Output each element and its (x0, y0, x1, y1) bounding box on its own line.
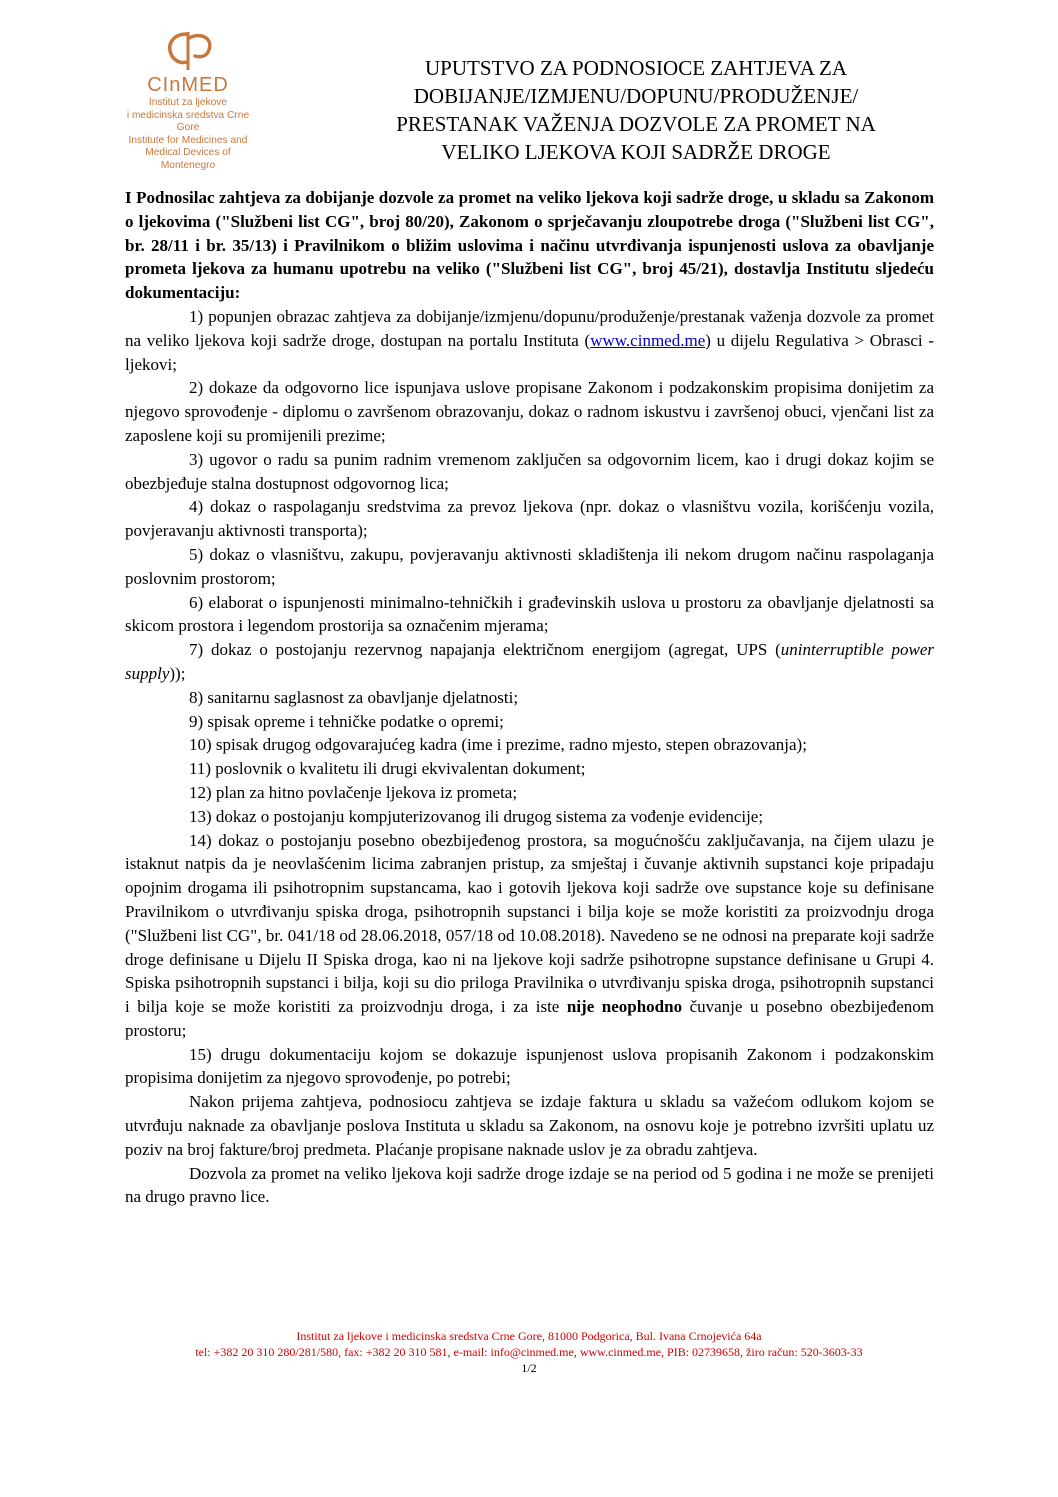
item-text: ) u dijelu Regulativa > Obrasci - ljekovi; (125, 330, 934, 374)
document-body (125, 186, 934, 1209)
list-item-11: 11) poslovnik o kvalitetu ili drugi ekvivalentan dokument; (189, 759, 586, 779)
title-line: DOBIJANJE/IZMJENU/DOPUNU/PRODUŽENJE/ (413, 84, 859, 108)
logo-subtitle-2: i medicinska sredstva Crne Gore (126, 109, 250, 133)
intro-paragraph: I Podnosilac zahtjeva za dobijanje dozvole za promet na veliko ljekova koji sadrže droge, u skladu sa Zakonom o ljekovima ("Službeni list CG", broj 80/20), Zakonom o sprječavanju zloupotrebe droga ("Službeni list CG", br. 28/11 i br. 35/13) i Pravilnikom o bližim uslovima i načinu utvrđivanja ispunjenosti uslova za obavljanje prometa ljekova za humanu upotrebu na veliko ("Službeni list CG", broj 45/21), dostavlja Institutu sljedeću dokumentaciju: (125, 188, 934, 303)
item-text: 14) dokaz o postojanju posebno obezbijeđenog prostora, sa mogućnošću zaključavanja, na čijem ulazu je istaknut natpis da je neovlašćenim licima zabranjen pristup, za smještaj i čuvanje aktivnih supstanci koje pripadaju opojnim drogama ili psihotropnim supstancama, kao i gotovih ljekova koji sadrže ove supstance koje su definisane Pravilnikom o utvrđivanju spiska droga, psihotropnih supstanci i bilja koje se može koristiti za proizvodnju droga ("Službeni list CG", br. 041/18 od 28.06.2018, 057/18 od 10.08.2018). Navedeno se ne odnosi na preparate koji sadrže droge definisane u Dijelu II Spiska droga, kao ni na ljekove koji sadrže psihotropne supstance definisane u Grupi 4. Spiska psihotropnih supstanci i bilja, koji su dio priloga Pravilnika o utvrđivanju spiska droga, psihotropnih supstanci i bilja koje se može koristiti za proizvodnju droga, i za iste (125, 830, 934, 1017)
list-item-9: 9) spisak opreme i tehničke podatke o opremi; (189, 711, 504, 731)
list-item-8: 8) sanitarnu saglasnost za obavljanje djelatnosti; (189, 687, 519, 707)
cinmed-link[interactable]: www.cinmed.me (590, 330, 706, 350)
footer-address: Institut za ljekove i medicinska sredstva Crne Gore, 81000 Podgorica, Bul. Ivana Crnojevića 64a (296, 1329, 762, 1343)
list-item-7 (125, 638, 934, 686)
list-item-6: 6) elaborat o ispunjenosti minimalno-tehničkih i građevinskih uslova u prostoru za obavljanje djelatnosti sa skicom prostora i legendom prostorija sa označenim mjerama; (125, 592, 934, 636)
list-item-12: 12) plan za hitno povlačenje ljekova iz prometa; (189, 782, 518, 802)
title-line: VELIKO LJEKOVA KOJI SADRŽE DROGE (441, 140, 831, 164)
list-item-15: 15) drugu dokumentaciju kojom se dokazuje ispunjenost uslova propisanih Zakonom i podzakonskim propisima donijetim za njegovo sprovođenje, po potrebi; (125, 1044, 934, 1088)
document-title (326, 54, 946, 166)
title-line: UPUTSTVO ZA PODNOSIOCE ZAHTJEVA ZA (425, 56, 847, 80)
list-item-14 (125, 829, 934, 1043)
item-italic-text: uninterruptible power supply (125, 640, 934, 683)
list-item-3: 3) ugovor o radu sa punim radnim vremenom zaključen sa odgovornim licem, kao i drugi dokaz kojim se obezbjeđuje stalna dostupnost odgovornog lica; (125, 449, 934, 493)
cinmed-emblem-icon (157, 28, 219, 72)
fee-paragraph: Nakon prijema zahtjeva, podnosiocu zahtjeva se izdaje faktura u skladu sa važećom odlukom kojom se utvrđuju naknade za obavljanje poslova Instituta u skladu sa Zakonom, na osnovu koje je potrebno izvršiti uplatu uz poziv na broj fakture/broj predmeta. Plaćanje propisane naknade uslov je za obradu zahtjeva. (125, 1092, 934, 1159)
list-item-5: 5) dokaz o vlasništvu, zakupu, povjeravanju aktivnosti skladištenja ili nekom drugom načinu raspolaganja poslovnim prostorom; (125, 544, 934, 588)
logo-subtitle-3: Institute for Medicines and (128, 134, 248, 146)
list-item-1 (125, 305, 934, 376)
item-text: 1) popunjen obrazac zahtjeva za dobijanje/izmjenu/dopunu/produženje/prestanak važenja dozvole za promet na veliko ljekova koji sadrže droge, dostupan na portalu Instituta ( (125, 306, 934, 350)
logo-subtitle-1: Institut za ljekove (148, 97, 228, 108)
item-text: čuvanje u posebno obezbijeđenom prostoru; (125, 997, 935, 1040)
page-number: 1/2 (521, 1361, 537, 1375)
required-documents-list (125, 305, 934, 1090)
list-item-10: 10) spisak drugog odgovarajućeg kadra (ime i prezime, radno mjesto, stepen obrazovanja); (189, 735, 807, 755)
item-bold-text: nije neophodno (566, 997, 683, 1017)
logo-subtitle-4: Medical Devices of Montenegro (145, 147, 231, 171)
title-line: PRESTANAK VAŽENJA DOZVOLE ZA PROMET NA (396, 112, 876, 136)
list-item-4: 4) dokaz o raspolaganju sredstvima za prevoz ljekova (npr. dokaz o vlasništvu vozila, korišćenju vozila, povjeravanju aktivnosti transporta); (125, 497, 934, 541)
cinmed-logo (118, 28, 258, 171)
list-item-2: 2) dokaze da odgovorno lice ispunjava uslove propisane Zakonom i podzakonskim propisima donijetim za njegovo sprovođenje - diplomu o završenom obrazovanju, dokaz o radnom iskustvu i završenoj obuci, vjenčani list za zaposlene koji su promijenili prezime; (125, 378, 934, 445)
list-item-13: 13) dokaz o postojanju kompjuterizovanog ili drugog sistema za vođenje evidencije; (189, 806, 764, 826)
item-text: 7) dokaz o postojanju rezervnog napajanja električnom energijom (agregat, UPS ( (189, 640, 781, 660)
validity-paragraph: Dozvola za promet na veliko ljekova koji sadrže droge izdaje se na period od 5 godina i ne može se prenijeti na drugo pravno lice. (125, 1163, 934, 1207)
logo-wordmark: CInMED (147, 74, 229, 96)
item-text: )); (169, 663, 186, 683)
footer-contact: tel: +382 20 310 280/281/580, fax: +382 20 310 581, e-mail: info@cinmed.me, www.cinmed.me, PIB: 02739658, žiro račun: 520-3603-33 (195, 1345, 863, 1359)
